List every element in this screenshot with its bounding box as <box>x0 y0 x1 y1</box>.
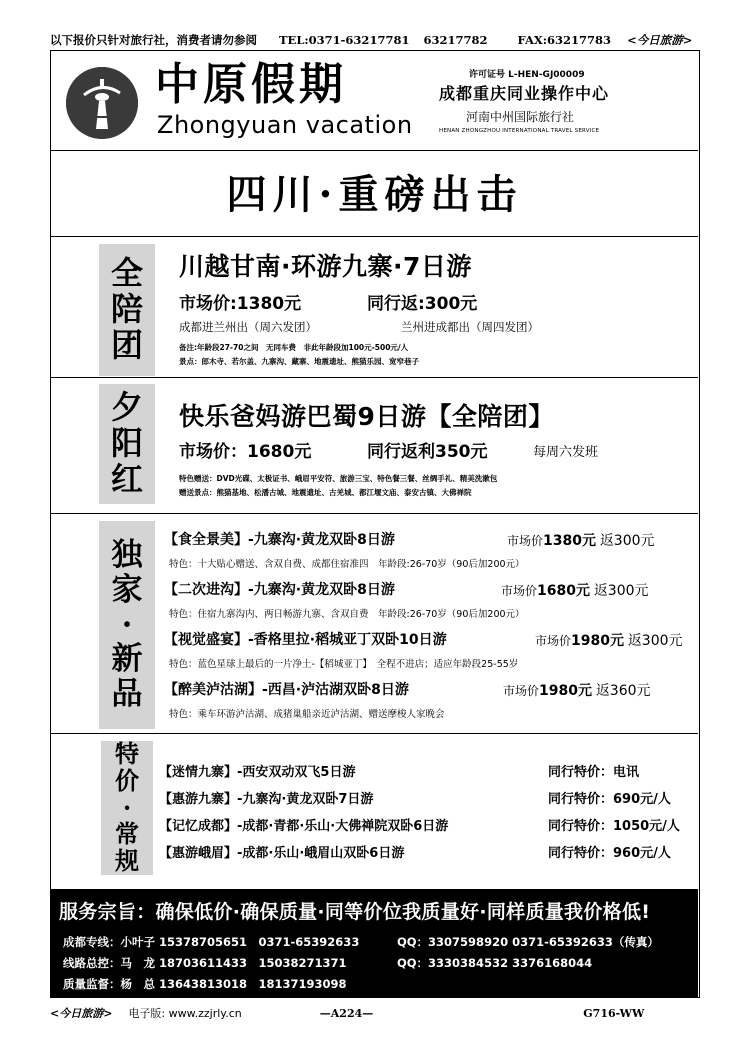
route-control-contact: 线路总控：马 龙 18703611433 15038271371 <box>63 956 347 970</box>
market-label: 市场价 <box>507 534 544 548</box>
operation-center-name: 成都重庆同业操作中心 <box>439 84 610 103</box>
market-price: 1980元 <box>539 683 592 699</box>
market-price: 市场价:1380元 <box>179 294 302 314</box>
market-label: 市场价 <box>535 634 572 648</box>
contact-footer <box>51 889 698 997</box>
phone-number-2: 63217782 <box>423 33 488 47</box>
product-price <box>535 630 683 650</box>
tag-char: 全 <box>110 254 143 293</box>
market-label: 市场价 <box>503 684 540 698</box>
agency-notice: 以下报价只针对旅行社，消费者请勿参阅 <box>50 33 257 47</box>
tag-char: 价 <box>115 765 139 795</box>
tag-char: · <box>122 792 132 822</box>
license-number: 许可证号 L-HEN-GJ00009 <box>469 70 585 80</box>
chengdu-line-qq: QQ：3307598920 0371-65392633（传真） <box>397 935 659 949</box>
website-link[interactable]: 电子版: www.zzjrly.cn <box>128 1007 242 1020</box>
product-feature: 特色：蓝色星球上最后的一片净土-【稻城亚丁】 全程不进店；适应年龄段25-55岁 <box>169 659 519 670</box>
peer-rebate: 同行返利350元 <box>367 442 488 462</box>
tour-gifts: 特色赠送：DVD光碟、太极证书、峨眉平安符、旅游三宝、特色餐三餐、丝绸手礼、精美洗漱包 <box>179 474 498 483</box>
special-price: 同行特价：1050元/人 <box>548 819 680 834</box>
product-feature: 特色：乘车环游泸沽湖、成猪巢船亲近泸沽湖、赠送摩梭人家晚会 <box>169 709 445 720</box>
tag-char: 家 <box>111 571 143 608</box>
product-title: 【食全景美】-九寨沟·黄龙双卧8日游 <box>164 532 395 548</box>
market-label: 市场价 <box>501 584 538 598</box>
tag-char: 规 <box>115 846 139 876</box>
logo-english-name: Zhongyuan vacation <box>157 111 413 139</box>
tag-char: · <box>121 606 133 643</box>
tag-char: 团 <box>110 325 143 364</box>
tag-char: 独 <box>111 537 143 574</box>
agency-name-cn: 河南中州国际旅行社 <box>466 110 575 124</box>
section-tag-senior <box>99 384 155 504</box>
special-route-title: 【惠游峨眉】-成都·乐山·峨眉山双卧6日游 <box>159 846 405 861</box>
magazine-brand: <今日旅游> <box>627 33 693 47</box>
section-divider <box>51 733 698 734</box>
tag-char: 常 <box>115 819 139 849</box>
fax-number: FAX:63217783 <box>517 33 612 47</box>
advert-frame <box>50 50 700 998</box>
agency-name-en: HENAN ZHONGZHOU INTERNATIONAL TRAVEL SERVICE <box>439 128 600 134</box>
product-price <box>503 680 651 700</box>
section-divider <box>51 513 698 514</box>
route-control-qq: QQ：3330384532 3376168044 <box>397 956 593 970</box>
bottom-info-bar <box>50 1004 700 1022</box>
tag-char: 陪 <box>110 290 143 329</box>
magazine-brand: <今日旅游> <box>50 1007 113 1020</box>
top-info-bar <box>50 30 700 50</box>
market-price: 市场价：1680元 <box>179 442 312 462</box>
product-title: 【醉美泸沽湖】-西昌·泸沽湖双卧8日游 <box>164 682 409 698</box>
product-feature: 特色：十大贴心赠送、含双自费、成都住宿准四 年龄段:26-70岁（90后加200元） <box>169 559 525 570</box>
special-route-title: 【迷情九寨】-西安双动双飞5日游 <box>159 765 356 780</box>
route-info: 兰州进成都出（周四发团） <box>401 320 539 334</box>
rebate: 返300元 <box>593 583 649 599</box>
header <box>51 51 698 151</box>
market-price: 1380元 <box>543 533 596 549</box>
special-price: 同行特价：960元/人 <box>548 846 671 861</box>
special-route-title: 【惠游九寨】-九寨沟·黄龙双卧7日游 <box>159 792 374 807</box>
tour-title: 川越甘南·环游九寨·7日游 <box>179 252 472 281</box>
tour-title: 快乐爸妈游巴蜀9日游【全陪团】 <box>179 402 554 431</box>
section-divider <box>51 236 698 237</box>
service-motto: 服务宗旨：确保低价·确保质量·同等价位我质量好·同样质量我价格低! <box>59 901 651 923</box>
page-number: —A224— <box>319 1006 374 1020</box>
special-price: 同行特价：电讯 <box>548 765 640 780</box>
product-price <box>507 530 655 550</box>
product-title: 【二次进沟】-九寨沟·黄龙双卧8日游 <box>164 582 395 598</box>
phone-number: TEL:0371-63217781 <box>279 33 410 47</box>
tag-char: 品 <box>111 676 143 713</box>
market-price: 1980元 <box>571 633 624 649</box>
rebate: 返300元 <box>599 533 655 549</box>
tag-char: 夕 <box>110 388 143 427</box>
route-info: 成都进兰州出（周六发团） <box>179 320 317 334</box>
page-title: 四川·重磅出击 <box>226 171 523 218</box>
section-tag-escorted <box>99 244 155 376</box>
peer-rebate: 同行返:300元 <box>367 294 478 314</box>
special-route-title: 【记忆成都】-成都·青都·乐山·大佛禅院双卧6日游 <box>159 819 449 834</box>
section-tag-special <box>101 738 153 876</box>
tower-logo-icon <box>66 67 138 139</box>
tour-note: 备注:年龄段27-70之间 无同车费 非此年龄段加100元-500元/人 <box>179 343 409 352</box>
chengdu-line-contact: 成都专线：小叶子 15378705651 0371-65392633 <box>63 935 360 949</box>
section-tag-exclusive <box>99 521 155 729</box>
product-price <box>501 580 649 600</box>
product-feature: 特色：住宿九寨沟内、两日畅游九寨、含双自费 年龄段:26-70岁（90后加200元） <box>169 609 525 620</box>
departure-schedule: 每周六发班 <box>533 445 599 460</box>
logo-chinese-name: 中原假期 <box>155 59 347 110</box>
special-price: 同行特价：690元/人 <box>548 792 671 807</box>
rebate: 返360元 <box>595 683 651 699</box>
section-divider <box>51 377 698 378</box>
rebate: 返300元 <box>627 633 683 649</box>
quality-supervision-contact: 质量监督：杨 总 13643813018 18137193098 <box>63 977 347 991</box>
tag-char: 红 <box>110 459 143 498</box>
product-title: 【视觉盛宴】-香格里拉·稻城亚丁双卧10日游 <box>164 632 447 648</box>
tag-char: 新 <box>111 641 143 678</box>
tour-spots: 景点：郎木寺、若尔盖、九寨沟、藏寨、地震遗址、熊猫乐园、宽窄巷子 <box>179 357 419 366</box>
tag-char: 阳 <box>110 424 143 463</box>
tag-char: 特 <box>115 738 139 768</box>
tour-spots: 赠送景点：熊猫基地、松潘古城、地震遗址、古羌城、都江堰文庙、泰安古镇、大佛禅院 <box>179 488 472 497</box>
market-price: 1680元 <box>537 583 590 599</box>
ad-code: G716-WW <box>583 1006 645 1020</box>
